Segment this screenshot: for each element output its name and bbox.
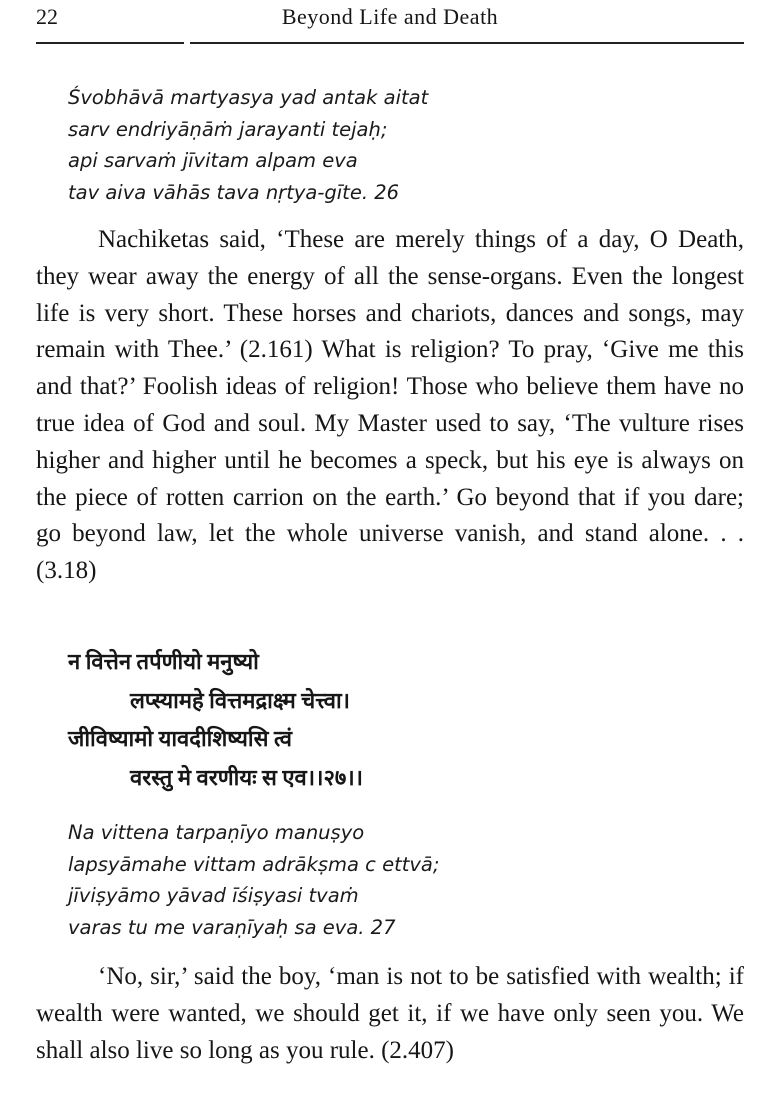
header-rule-right	[190, 42, 744, 44]
body-paragraph-2	[36, 959, 744, 1069]
verse-line: Śvobhāvā martyasya yad antak aitat	[68, 86, 429, 109]
verse-line: varas tu me varaṇīyaḥ sa eva. 27	[68, 915, 396, 939]
verse-line: api sarvaṁ jīvitam alpam eva	[68, 149, 358, 172]
header-rule-left	[36, 42, 184, 44]
verse-line: Na vittena tarpaṇīyo manuṣyo	[68, 821, 365, 844]
paragraph-text: Nachiketas said, ‘These are merely things of a day, O Death, they wear away the energy of all the sense-organs. Even the longest life is very short. These horses and chariots, dances and songs, may remain with Thee.’ (2.161) What is religion? To pray, ‘Give me this and that?’ Foolish ideas of religion! Those who believe them have no true idea of God and soul. My Master used to say, ‘The vulture rises higher and higher until he becomes a speck, but his eye is always on the piece of rotten carrion on the earth.’ Go beyond that if you dare; go beyond law, let the whole universe vanish, and stand alone. . . (3.18)	[36, 226, 744, 585]
transliteration-verse-27	[68, 817, 439, 943]
page-number: 22	[36, 4, 58, 29]
sanskrit-line: वरस्तु मे वरणीयः स एव।।२७।।	[130, 764, 364, 790]
body-paragraph-1	[36, 222, 744, 590]
verse-line: lapsyāmahe vittam adrākṣma c ettvā;	[68, 852, 440, 876]
sanskrit-verse-27	[68, 643, 363, 797]
verse-line: tav aiva vāhās tava nṛtya-gīte. 26	[68, 180, 400, 204]
sanskrit-line: लप्स्यामहे वित्तमद्राक्ष्म चेत्त्वा।	[130, 687, 351, 713]
verse-line: jīviṣyāmo yāvad īśiṣyasi tvaṁ	[68, 884, 359, 907]
sanskrit-line: न वित्तेन तर्पणीयो मनुष्यो	[68, 649, 259, 674]
running-header	[36, 4, 744, 34]
sanskrit-line: जीविष्यामो यावदीशिष्यसि त्वं	[68, 726, 293, 751]
transliteration-verse-26	[68, 82, 428, 208]
verse-line: sarv endriyāṇāṁ jarayanti tejaḥ;	[68, 117, 388, 141]
running-title: Beyond Life and Death	[281, 4, 499, 29]
paragraph-text: ‘No, sir,’ said the boy, ‘man is not to be satisfied with wealth; if wealth were wanted, we should get it, if we have only seen you. We shall also live so long as you rule. (2.407)	[36, 963, 744, 1064]
